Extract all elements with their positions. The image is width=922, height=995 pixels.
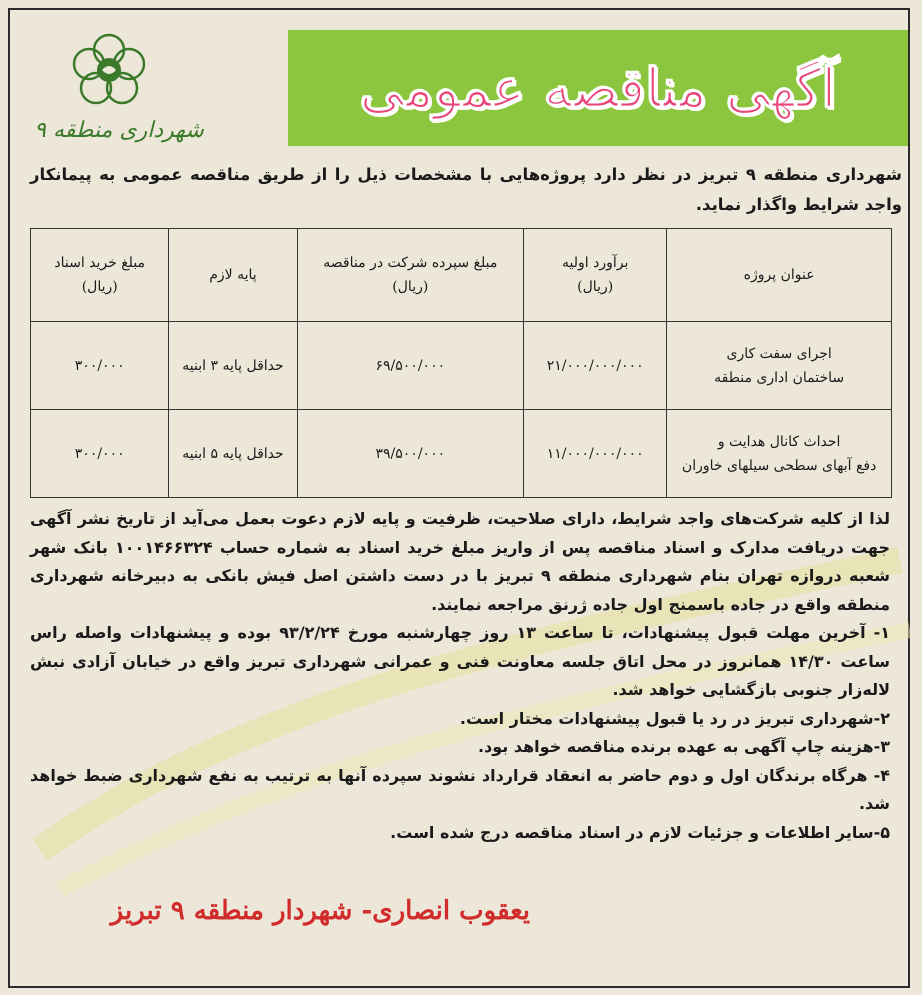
cell-estimate: ۲۱/۰۰۰/۰۰۰/۰۰۰	[524, 322, 667, 410]
cell-deposit: ۳۹/۵۰۰/۰۰۰	[297, 410, 524, 498]
invitation-paragraph: لذا از کلیه شرکت‌های واجد شرایط، دارای صلاحیت، ظرفیت و پایه لازم دعوت بعمل می‌آید از تاریخ نشر آگهی جهت دریافت مدارک و اسناد مناقصه پس از واریز مبلغ خرید اسناد به شماره حساب ۱۰۰۱۴۶۶۳۲۴ بانک شهر شعبه دروازه تهران بنام شهرداری منطقه ۹ تبریز با در دست داشتن اصل فیش بانکی به دبیرخانه شهرداری منطقه واقع در جاده باسمنج اول جاده ژرنق مراجعه نمایند.	[30, 509, 890, 614]
header-estimate: برآورد اولیه (ریال)	[524, 229, 667, 322]
municipality-logo	[14, 24, 274, 154]
condition-item-3: ۳-هزینه چاپ آگهی به عهده برنده مناقصه خواهد بود.	[477, 737, 890, 756]
cell-grade: حداقل پایه ۳ ابنیه	[169, 322, 297, 410]
cell-doc-price: ۳۰۰/۰۰۰	[31, 322, 169, 410]
table-row	[31, 410, 892, 498]
cell-estimate: ۱۱/۰۰۰/۰۰۰/۰۰۰	[524, 410, 667, 498]
cell-doc-price: ۳۰۰/۰۰۰	[31, 410, 169, 498]
title-banner	[288, 30, 908, 146]
notice-title: آگهی مناقصه عمومی	[359, 56, 837, 120]
cell-deposit: ۶۹/۵۰۰/۰۰۰	[297, 322, 524, 410]
municipality-flower-emblem-icon	[64, 30, 154, 114]
condition-item-1: ۱- آخرین مهلت قبول پیشنهادات، تا ساعت ۱۳ روز چهارشنبه مورخ ۹۳/۲/۲۴ بوده و پیشنهادات واصله راس ساعت ۱۴/۳۰ همانروز در محل اتاق جلسه معاونت فنی و عمرانی شهرداری تبریز واقع در خیابان آزادی نبش لاله‌زار جنوبی بازگشایی خواهد شد.	[30, 623, 891, 699]
header-project-title: عنوان پروژه	[667, 229, 892, 322]
cell-project-title: اجرای سفت کاری ساختمان اداری منطقه	[667, 322, 892, 410]
table-row	[31, 322, 892, 410]
projects-table	[30, 228, 892, 498]
condition-item-4: ۴- هرگاه برندگان اول و دوم حاضر به انعقاد قرارداد نشوند سپرده آنها به ترتیب به نفع شهرداری ضبط خواهد شد.	[30, 765, 890, 813]
condition-item-5: ۵-سایر اطلاعات و جزئیات لازم در اسناد مناقصه درج شده است.	[390, 822, 890, 842]
logo-caption: شهرداری منطقه ۹	[34, 118, 204, 143]
intro-paragraph: شهرداری منطقه ۹ تبریز در نظر دارد پروژه‌هایی با مشخصات ذیل را از طریق مناقصه عمومی به پیمانکار واجد شرایط واگذار نماید.	[30, 165, 902, 214]
table-header-row	[31, 229, 892, 322]
notice-body	[30, 505, 890, 847]
header-grade: پایه لازم	[169, 229, 297, 322]
condition-item-2: ۲-شهرداری تبریز در رد یا قبول پیشنهادات مختار است.	[459, 708, 890, 728]
header-deposit: مبلغ سپرده شرکت در مناقصه (ریال)	[297, 229, 524, 322]
cell-project-title: احداث کانال هدایت و دفع آبهای سطحی سیلهای خاوران	[667, 410, 892, 498]
header-doc-price: مبلغ خرید اسناد (ریال)	[31, 229, 169, 322]
mayor-signature: یعقوب انصاری- شهردار منطقه ۹ تبریز	[110, 896, 530, 926]
cell-grade: حداقل پایه ۵ ابنیه	[169, 410, 297, 498]
